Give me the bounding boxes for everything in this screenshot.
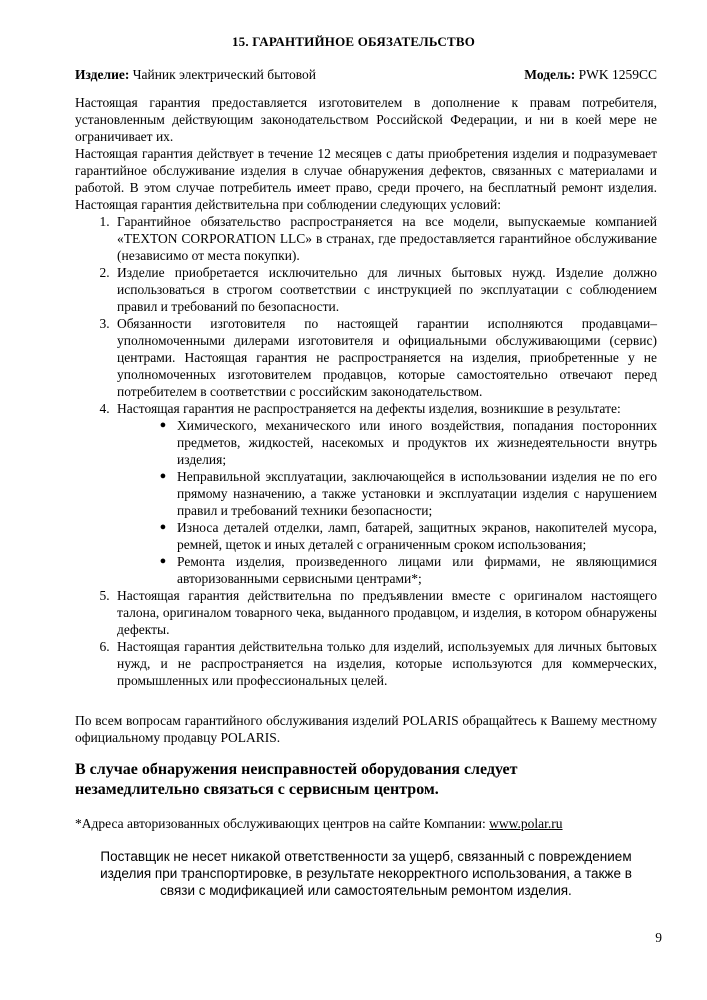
model-label: Модель: <box>524 67 576 82</box>
exclusion-item <box>157 417 657 468</box>
condition-item <box>113 400 657 587</box>
condition-text: Гарантийное обязательство распространяется на все модели, выпускаемые компанией «TEXTON CORPORATION LLC» в странах, где предоставляется гарантийное обслуживание (независимо от места покупки). <box>117 214 657 263</box>
warranty-body <box>75 94 657 689</box>
bullet-icon: ● <box>159 555 167 567</box>
service-notice <box>75 760 657 800</box>
product-item <box>75 66 316 83</box>
exclusion-text: Износа деталей отделки, ламп, батарей, защитных экранов, накопителей мусора, ремней, щеток и иных деталей с ограниченным сроком использования; <box>177 520 657 552</box>
condition-item <box>113 315 657 400</box>
condition-text: Обязанности изготовителя по настоящей гарантии исполняются продавцами–уполномоченными дилерами изготовителя и официальными обслуживающими (сервис) центрами. Настоящая гарантия не распространяется на изделия, приобретенные у не уполномоченных изготовителем продавцов, которые самостоятельно отвечают перед потребителем в соответствии с российским законодательством. <box>117 316 657 399</box>
item-value: Чайник электрический бытовой <box>132 67 316 82</box>
notice-line: незамедлительно связаться с сервисным центром. <box>75 781 439 798</box>
intro-paragraph: Настоящая гарантия предоставляется изготовителем в дополнение к правам потребителя, установленным действующим законодательством Российской Федерации, и ни в коей мере не ограничивает их. <box>75 95 657 144</box>
addresses-text: *Адреса авторизованных обслуживающих центров на сайте Компании: <box>75 816 490 831</box>
bullet-icon: ● <box>159 419 167 431</box>
item-label: Изделие: <box>75 67 130 82</box>
exclusion-item <box>157 519 657 553</box>
exclusion-item <box>157 468 657 519</box>
condition-item <box>113 587 657 638</box>
condition-text: Изделие приобретается исключительно для личных бытовых нужд. Изделие должно использоваться в строгом соответствии с инструкцией по эксплуатации с соблюдением правил и требований по безопасности. <box>117 265 657 314</box>
contact-paragraph: По всем вопросам гарантийного обслуживания изделий POLARIS обращайтесь к Вашему местному официальному продавцу POLARIS. <box>75 713 657 745</box>
conditions-list <box>75 213 657 689</box>
condition-item <box>113 638 657 689</box>
model-value: PWK 1259CC <box>578 67 657 82</box>
liability-disclaimer <box>70 848 662 899</box>
notice-line: В случае обнаружения неисправностей оборудования следует <box>75 761 518 778</box>
bullet-icon: ● <box>159 470 167 482</box>
bullet-icon: ● <box>159 521 167 533</box>
condition-item <box>113 264 657 315</box>
page-number: 9 <box>655 930 662 945</box>
product-info <box>75 66 657 83</box>
condition-text: Настоящая гарантия не распространяется на дефекты изделия, возникшие в результате: <box>117 401 621 416</box>
disclaimer-line: изделия при транспортировке, в результате некорректного использования, а также в <box>100 866 632 881</box>
exclusion-text: Ремонта изделия, произведенного лицами или фирмами, не являющимися авторизованными сервисными центрами*; <box>177 554 657 586</box>
exclusion-text: Химического, механического или иного воздействия, попадания посторонних предметов, жидкостей, насекомых и продуктов их жизнедеятельности внутрь изделия; <box>177 418 657 467</box>
product-model <box>524 66 657 83</box>
polar-website-link[interactable]: www.polar.ru <box>489 816 563 831</box>
exclusions-list <box>117 417 657 587</box>
condition-text: Настоящая гарантия действительна только для изделий, используемых для личных бытовых нужд, и не распространяется на изделия, которые используются для коммерческих, промышленных или профессиональных целей. <box>117 639 657 688</box>
disclaimer-line: связи с модификацией или самостоятельным ремонтом изделия. <box>160 883 572 898</box>
service-centers-note <box>75 815 657 832</box>
disclaimer-line: Поставщик не несет никакой ответственности за ущерб, связанный с повреждением <box>100 849 632 864</box>
condition-item <box>113 213 657 264</box>
condition-text: Настоящая гарантия действительна по предъявлении вместе с оригиналом настоящего талона, оригиналом товарного чека, выданного продавцом, и изделия, в котором обнаружены дефекты. <box>117 588 657 637</box>
intro-paragraph: Настоящая гарантия действует в течение 12 месяцев с даты приобретения изделия и подразумевает гарантийное обслуживание изделия в случае обнаружения дефектов, связанных с материалами и работой. В этом случае потребитель имеет право, среди прочего, на бесплатный ремонт изделия. Настоящая гарантия действительна при соблюдении следующих условий: <box>75 146 657 212</box>
exclusion-item <box>157 553 657 587</box>
exclusion-text: Неправильной эксплуатации, заключающейся в использовании изделия не по его прямому назначению, а также установки и эксплуатации изделия с нарушением правил и требований техники безопасности; <box>177 469 657 518</box>
section-title: 15. ГАРАНТИЙНОЕ ОБЯЗАТЕЛЬСТВО <box>231 34 476 49</box>
